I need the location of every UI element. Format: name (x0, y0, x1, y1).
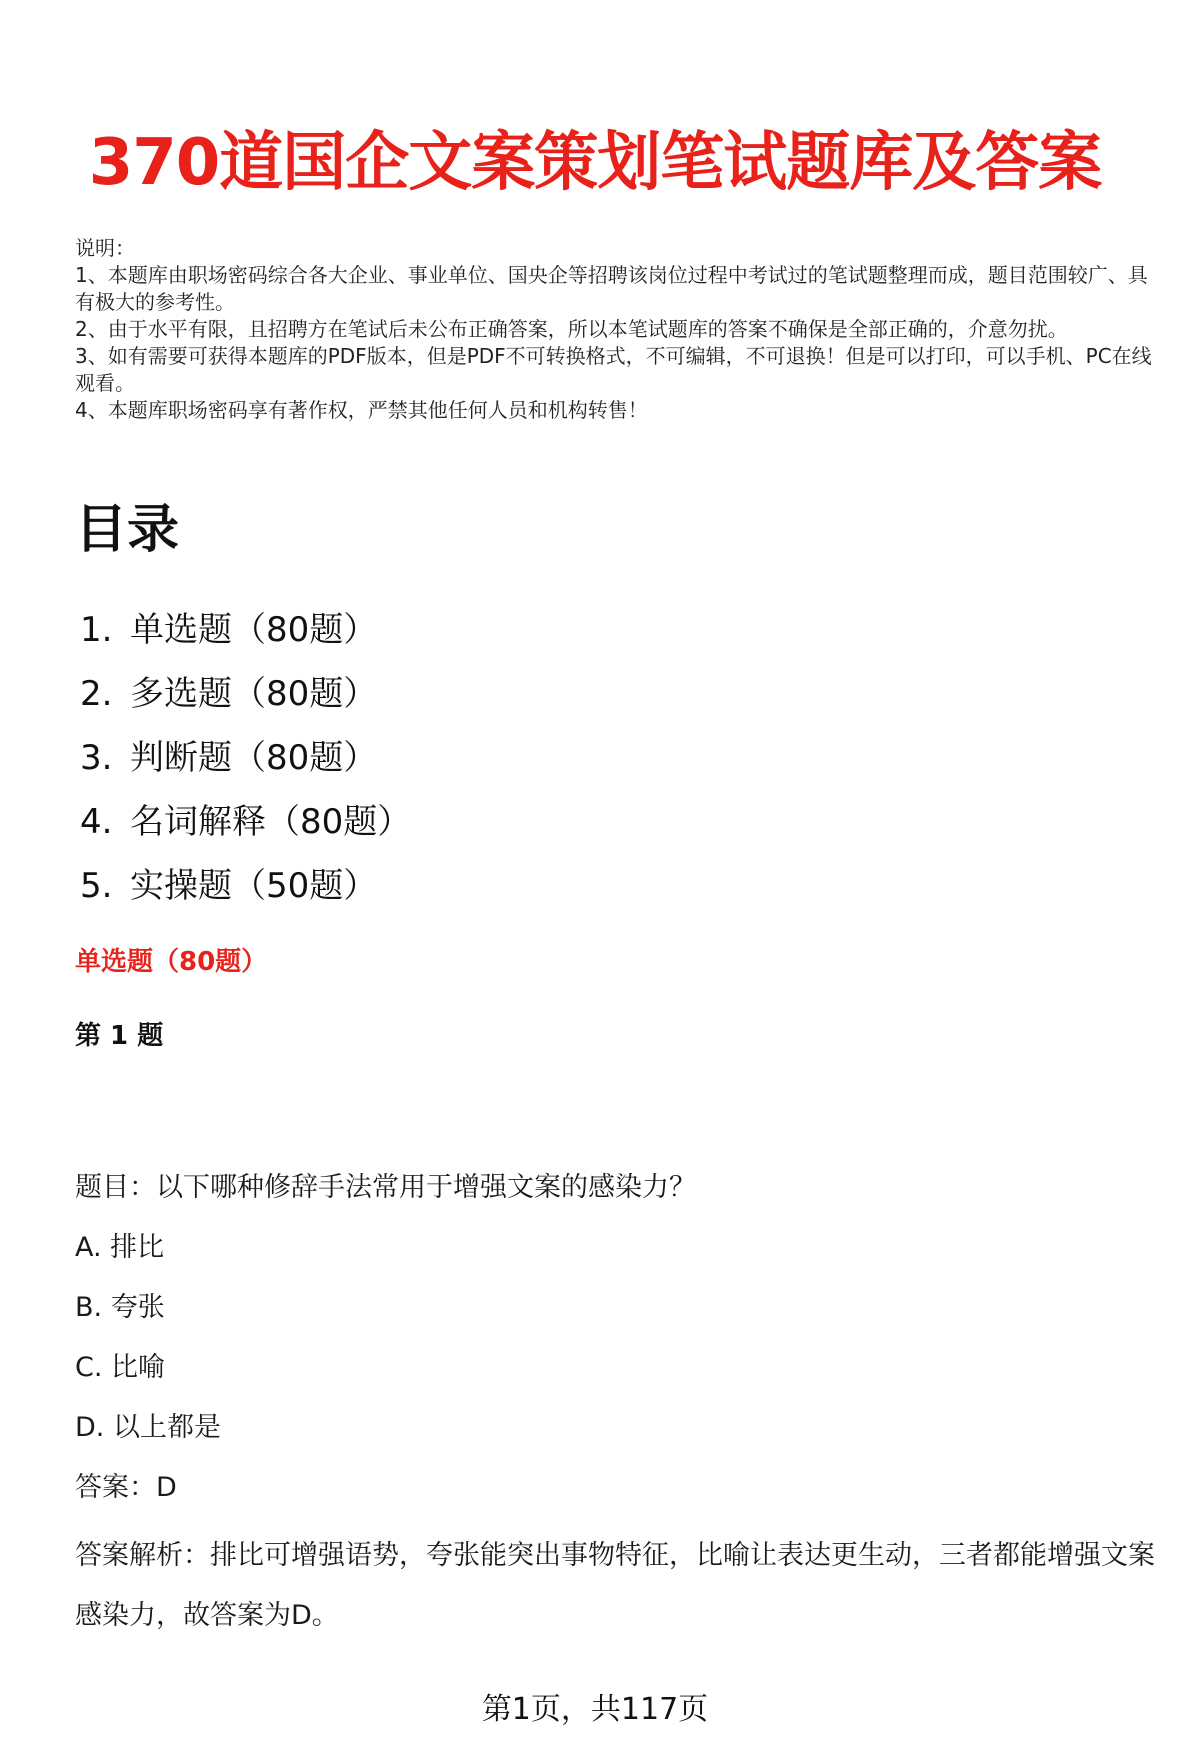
toc-item-label: 实操题（50题） (130, 866, 378, 906)
section-heading: 单选题（80题） (75, 947, 268, 977)
toc-item-label: 名词解释（80题） (130, 802, 412, 842)
note-item: 2、由于水平有限，且招聘方在笔试后未公布正确答案，所以本笔试题库的答案不确保是全部正确的，介意勿扰。 (75, 317, 1068, 341)
table-of-contents (80, 598, 411, 918)
note-item: 3、如有需要可获得本题库的PDF版本，但是PDF不可转换格式，不可编辑，不可退换！但是可以打印，可以手机、PC在线观看。 (75, 344, 1152, 395)
option-c: C. 比喻 (75, 1352, 166, 1383)
toc-item-number: 2. (80, 674, 113, 714)
note-item: 4、本题库职场密码享有著作权，严禁其他任何人员和机构转售！ (75, 398, 648, 422)
toc-item-multiple-choice[interactable] (80, 662, 411, 726)
answer-explanation: 答案解析：排比可增强语势，夸张能突出事物特征，比喻让表达更生动，三者都能增强文案感染力，故答案为D。 (75, 1540, 1155, 1631)
toc-item-label: 多选题（80题） (130, 674, 378, 714)
option-a: A. 排比 (75, 1232, 165, 1263)
toc-item-single-choice[interactable] (80, 598, 411, 662)
page-footer: 第1页，共117页 (481, 1692, 709, 1727)
toc-item-true-false[interactable] (80, 726, 411, 790)
answer: 答案：D (75, 1472, 177, 1503)
toc-item-label: 单选题（80题） (130, 610, 378, 650)
toc-item-practical[interactable] (80, 854, 411, 918)
question-stem: 题目：以下哪种修辞手法常用于增强文案的感染力？ (75, 1172, 696, 1203)
toc-item-number: 1. (80, 610, 113, 650)
note-item: 1、本题库由职场密码综合各大企业、事业单位、国央企等招聘该岗位过程中考试过的笔试题整理而成，题目范围较广、具有极大的参考性。 (75, 263, 1148, 314)
document-title: 370道国企文案策划笔试题库及答案 (88, 126, 1102, 200)
toc-item-number: 4. (80, 802, 113, 842)
toc-item-term-explanation[interactable] (80, 790, 411, 854)
option-d: D. 以上都是 (75, 1412, 221, 1443)
question-number: 第 1 题 (75, 1021, 164, 1051)
toc-heading: 目录 (75, 500, 180, 560)
option-b: B. 夸张 (75, 1292, 165, 1323)
toc-item-number: 5. (80, 866, 113, 906)
instructions-notes (75, 235, 1155, 424)
toc-item-label: 判断题（80题） (130, 738, 378, 778)
toc-item-number: 3. (80, 738, 113, 778)
notes-heading: 说明： (75, 236, 135, 260)
